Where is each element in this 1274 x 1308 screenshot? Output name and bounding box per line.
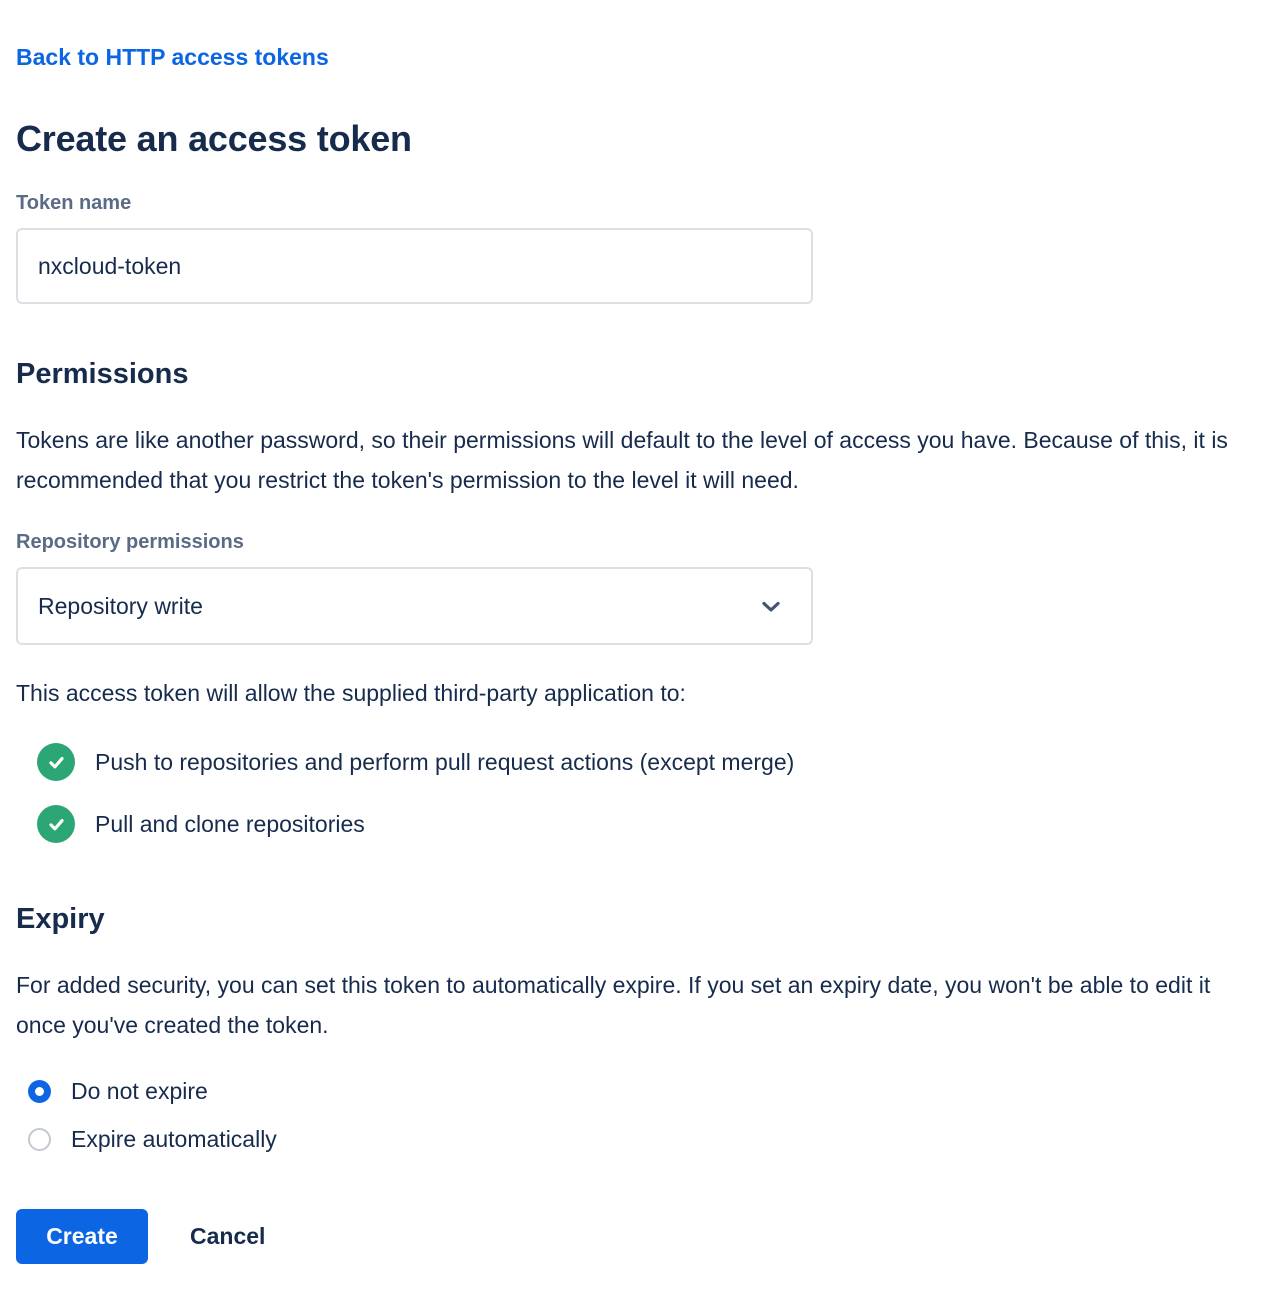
- form-actions: [16, 1209, 1258, 1264]
- page-title: Create an access token: [16, 118, 412, 159]
- permissions-heading: Permissions: [16, 358, 189, 390]
- repository-permissions-select[interactable]: [16, 567, 813, 645]
- radio-label: Expire automatically: [71, 1125, 277, 1152]
- radio-button-icon: [28, 1128, 51, 1151]
- capability-list: [16, 743, 1258, 843]
- cancel-button[interactable]: Cancel: [190, 1223, 266, 1249]
- token-name-input[interactable]: [16, 228, 813, 304]
- token-capabilities-intro: This access token will allow the supplied third-party application to:: [16, 680, 686, 706]
- radio-do-not-expire[interactable]: [28, 1067, 1258, 1115]
- capability-item-pull: [37, 805, 1258, 843]
- repository-permissions-selected-value: Repository write: [38, 592, 203, 619]
- create-button[interactable]: Create: [16, 1209, 148, 1264]
- expiry-heading: Expiry: [16, 903, 105, 935]
- capability-text: Pull and clone repositories: [95, 811, 365, 837]
- check-circle-icon: [37, 743, 75, 781]
- token-name-label: Token name: [16, 192, 132, 214]
- permissions-description: Tokens are like another password, so their permissions will default to the level of access you have. Because of this, it is recommended that you restrict the token's permission to the level it will need.: [16, 427, 1228, 493]
- check-circle-icon: [37, 805, 75, 843]
- radio-expire-automatically[interactable]: [28, 1115, 1258, 1163]
- radio-button-icon: [28, 1080, 51, 1103]
- chevron-down-icon: [759, 594, 783, 618]
- capability-item-push: [37, 743, 1258, 781]
- expiry-description: For added security, you can set this token to automatically expire. If you set an expiry date, you won't be able to edit it once you've created the token.: [16, 972, 1211, 1038]
- expiry-options: [28, 1067, 1258, 1163]
- repository-permissions-label: Repository permissions: [16, 531, 244, 553]
- radio-label: Do not expire: [71, 1077, 208, 1104]
- capability-text: Push to repositories and perform pull request actions (except merge): [95, 749, 795, 775]
- back-to-http-access-tokens-link[interactable]: Back to HTTP access tokens: [16, 44, 329, 70]
